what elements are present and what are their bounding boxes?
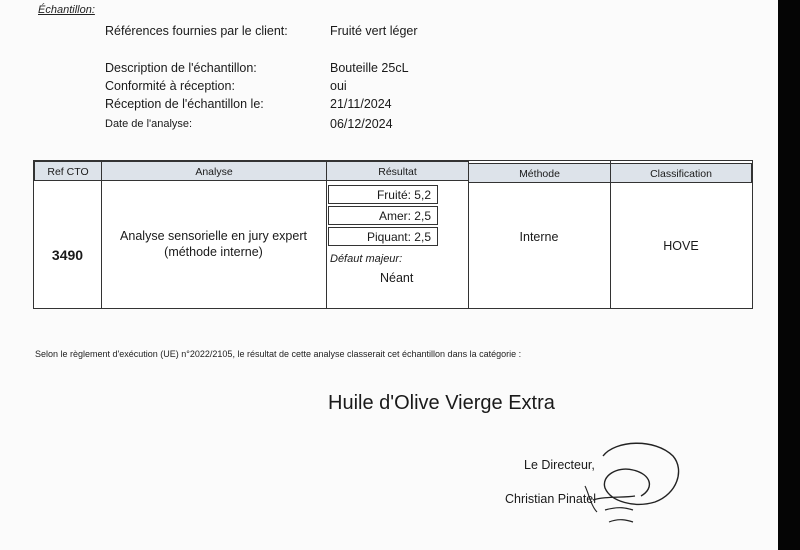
- analyse-line-2: (méthode interne): [164, 245, 263, 259]
- signatory-title: Le Directeur,: [524, 458, 595, 472]
- reception-label: Réception de l'échantillon le:: [105, 97, 264, 111]
- result-amer: Amer: 2,5: [328, 206, 438, 225]
- header-ref: Ref CTO: [34, 161, 102, 181]
- client-ref-label: Références fournies par le client:: [105, 24, 288, 38]
- defaut-label: Défaut majeur:: [330, 253, 403, 265]
- regulation-note: Selon le règlement d'exécution (UE) n°2022/2105, le résultat de cette analyse classerait cet échantillon dans la catégorie :: [35, 349, 522, 359]
- classification-value: HOVE: [663, 239, 699, 253]
- client-ref-value: Fruité vert léger: [330, 24, 418, 38]
- analyse-line-1: Analyse sensorielle en jury expert: [120, 229, 307, 243]
- conformity-label: Conformité à réception:: [105, 79, 235, 93]
- defaut-value: Néant: [380, 271, 414, 285]
- section-label: Échantillon:: [38, 4, 95, 16]
- ref-value: 3490: [51, 247, 84, 263]
- header-classification: Classification: [610, 163, 752, 183]
- signatory-name: Christian Pinatel: [505, 492, 597, 506]
- result-piquant: Piquant: 2,5: [328, 227, 438, 246]
- column-ref: [34, 161, 102, 308]
- methode-value: Interne: [519, 230, 559, 244]
- conformity-value: oui: [330, 79, 347, 93]
- header-methode: Méthode: [468, 163, 611, 183]
- analysis-date-value: 06/12/2024: [330, 117, 393, 131]
- description-label: Description de l'échantillon:: [105, 61, 257, 75]
- description-value: Bouteille 25cL: [330, 61, 409, 75]
- header-analyse: Analyse: [101, 161, 327, 181]
- handwritten-signature: [575, 436, 685, 531]
- header-resultat: Résultat: [326, 161, 469, 181]
- reception-value: 21/11/2024: [330, 97, 392, 111]
- dark-edge: [778, 0, 800, 550]
- result-fruite: Fruité: 5,2: [328, 185, 438, 204]
- category-title: Huile d'Olive Vierge Extra: [328, 392, 555, 414]
- analysis-date-label: Date de l'analyse:: [105, 118, 193, 130]
